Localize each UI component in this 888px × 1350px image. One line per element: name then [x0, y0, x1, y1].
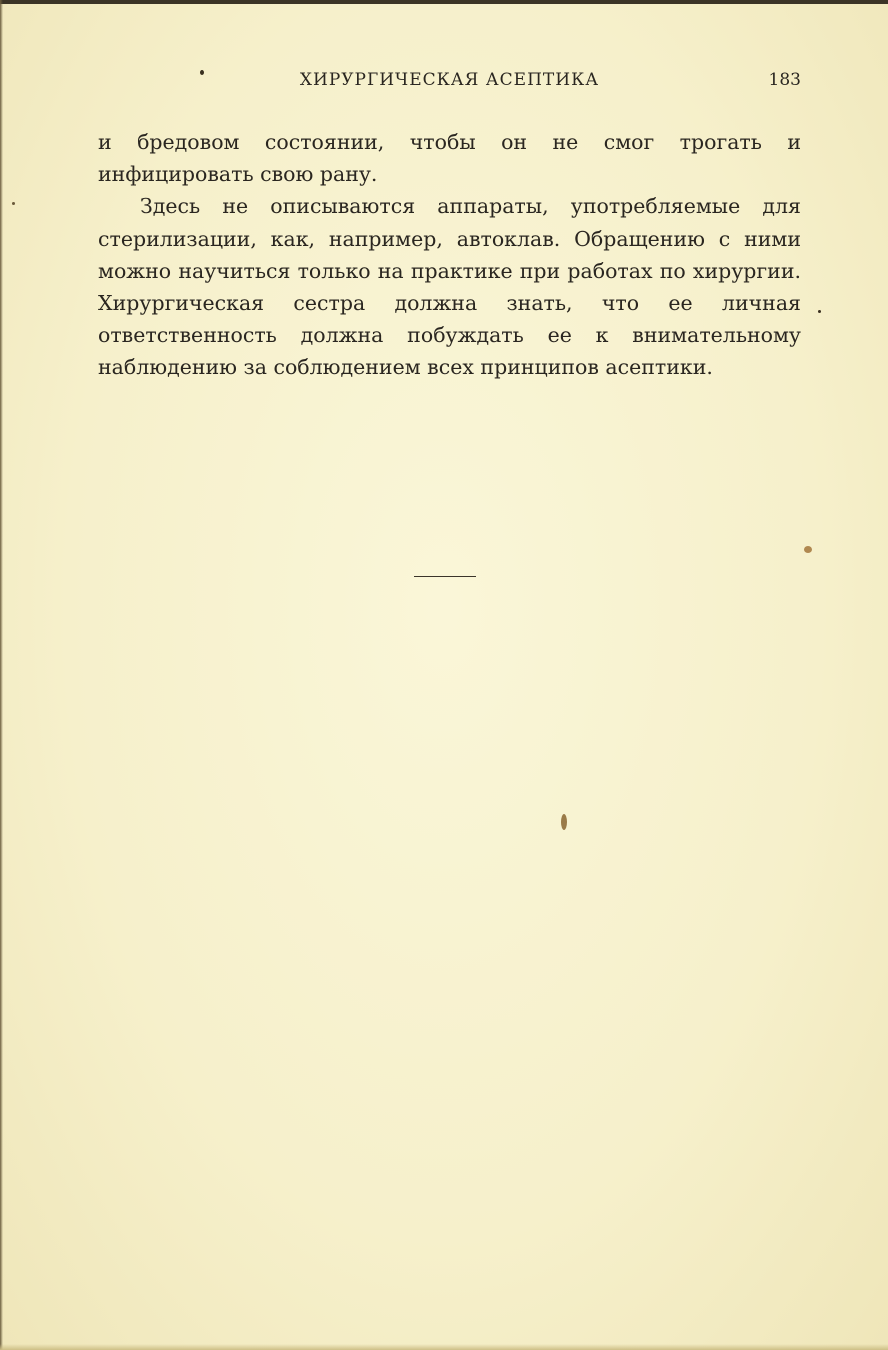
- paper-speck: [818, 310, 821, 313]
- paper-speck: [12, 202, 15, 205]
- end-of-section-rule: [414, 576, 476, 577]
- paragraph-continued: и бредовом состоянии, чтобы он не смог трогать и инфицировать свою рану.: [98, 130, 801, 187]
- body-text: [98, 126, 801, 384]
- paragraph: Здесь не описываются аппараты, употребляемые для стерилизации, как, например, автоклав. Обращению с ними можно научиться только на практике при работах по хирургии. Хирургическая сестра должна знать, что ее личная ответственность должна побуждать ее к внимательному наблюдению за соблюдением всех принципов асептики.: [98, 194, 801, 380]
- scan-top-edge: [0, 0, 888, 4]
- scan-left-edge: [0, 0, 3, 1350]
- running-title: ХИРУРГИЧЕСКАЯ АСЕПТИКА: [299, 70, 600, 90]
- paper-speck: [804, 546, 812, 553]
- page-number: 183: [768, 70, 801, 90]
- paper-speck: [561, 814, 567, 830]
- scan-bottom-edge: [0, 1344, 888, 1350]
- paper-speck: [200, 70, 204, 75]
